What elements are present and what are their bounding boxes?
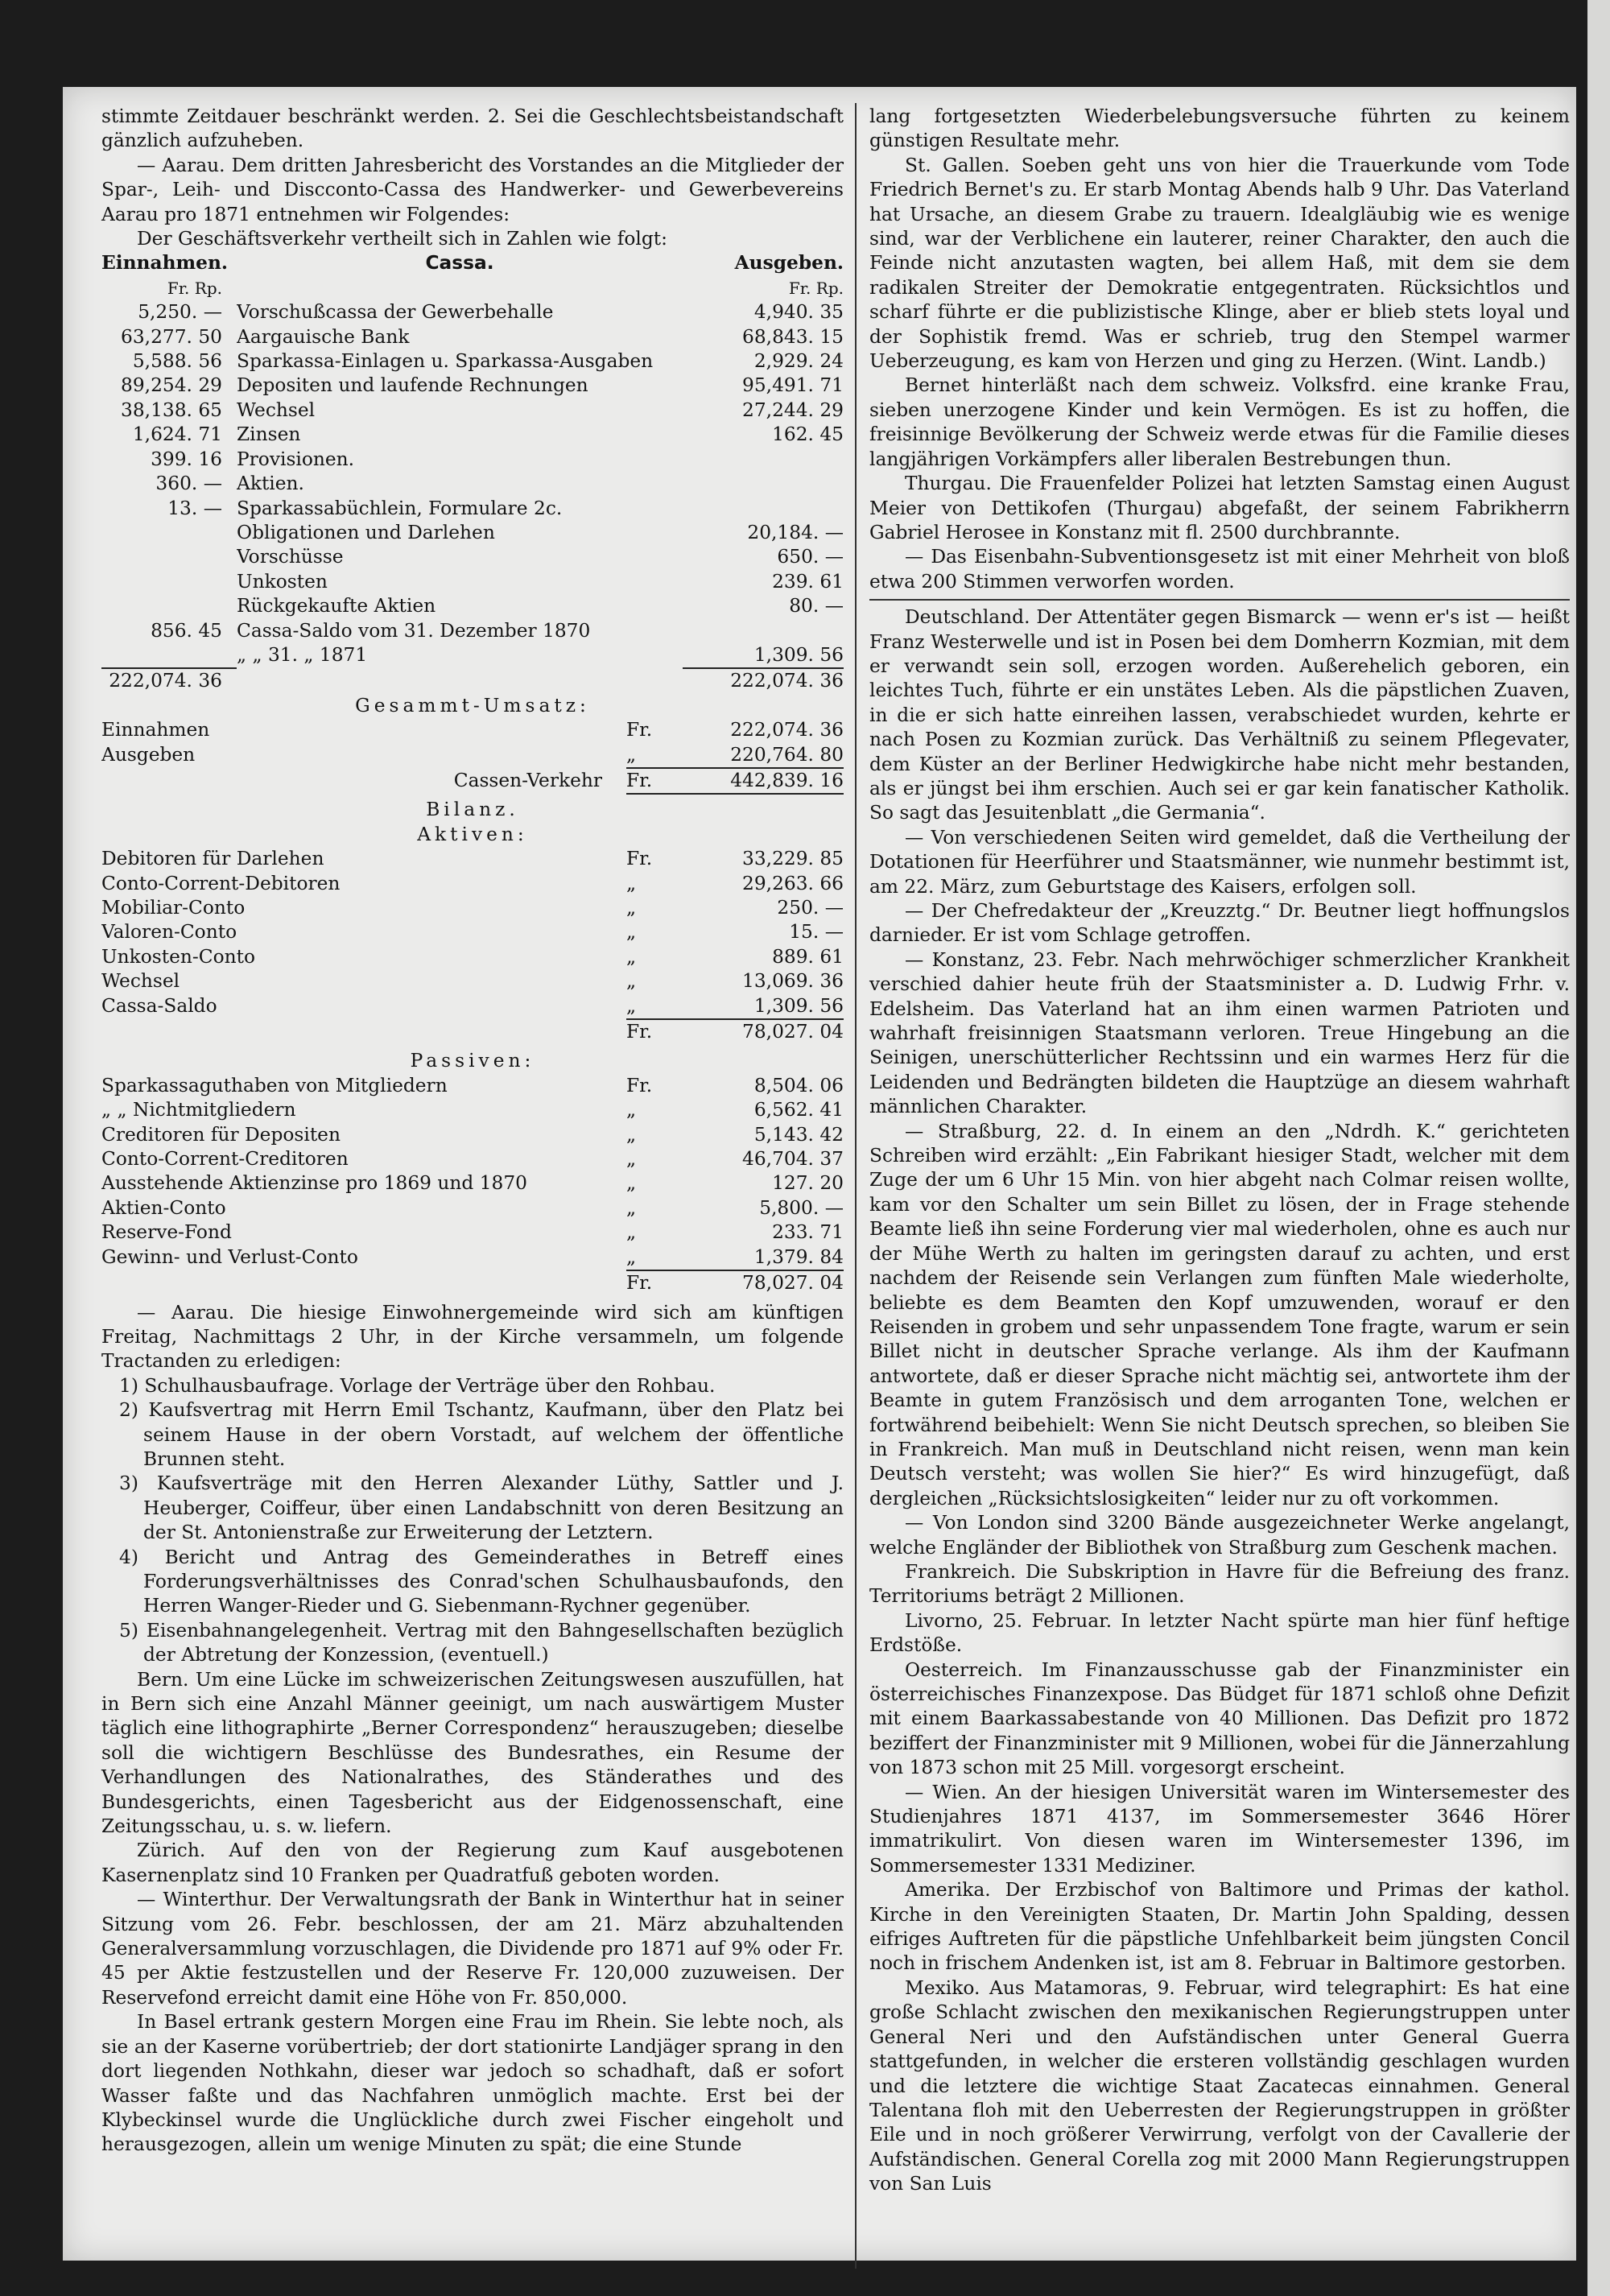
paragraph: — Winterthur. Der Verwaltungsrath der Bank in Winterthur hat in seiner Sitzung vom 26. Febr. beschlossen, der am 21. März abzuhaltenden Generalversammlung vorzuschlagen, die Dividende pro 1871 auf 9% oder Fr. 45 per Aktie festzustellen und der Reserve Fr. 120,000 zuzuweisen. Der Reservefond erreicht damit eine Höhe von Fr. 850,000.	[101, 1889, 844, 2009]
paragraph: Zürich. Auf den von der Regierung zum Kauf ausgebotenen Kasernenplatz sind 10 Franken per Quadratfuß geboten worden.	[101, 1840, 844, 1886]
header-cassa: Cassa.	[425, 252, 494, 275]
table-row	[101, 472, 844, 496]
aktiven-total-row	[101, 1018, 844, 1044]
amount-cell: 33,229. 85	[742, 848, 844, 870]
ausgeben-cell: 239. 61	[772, 570, 844, 593]
item-label: Unkosten-Conto	[101, 945, 256, 968]
einnahmen-cell: 1,624. 71	[132, 423, 222, 446]
passiven-title: Passiven:	[410, 1050, 535, 1072]
einnahmen-cell: 38,138. 65	[121, 398, 222, 421]
unit-label: Fr. Rp.	[167, 278, 222, 298]
list-item: 2) Kaufsvertrag mit Herrn Emil Tschantz, Kaufmann, über den Platz bei seinem Hause in der obern Vorstadt, auf welchem der öffentliche Brunnen steht.	[119, 1399, 844, 1470]
einnahmen-cell: 5,250. —	[138, 301, 222, 324]
newspaper-page	[63, 87, 1576, 2261]
column-divider	[855, 103, 857, 2269]
header-ausgeben: Ausgeben.	[734, 252, 844, 275]
paragraph: — Wien. An der hiesigen Universität waren im Wintersemester des Studienjahres 1871 4137, im Sommersemester 3646 Hörer immatrikulirt. Von diesen waren im Wintersemester 1396, im Sommersemester 1331 Mediziner.	[869, 1781, 1570, 1877]
amount-cell: 46,704. 37	[742, 1148, 844, 1171]
tractanden-list	[101, 1374, 844, 1668]
amount-cell: 1,309. 56	[753, 994, 844, 1017]
einnahmen-cell: 856. 45	[151, 619, 222, 642]
paragraph: — Das Eisenbahn-Subventionsgesetz ist mit einer Mehrheit von bloß etwa 200 Stimmen verworfen worden.	[869, 546, 1570, 593]
paragraph: — Konstanz, 23. Febr. Nach mehrwöchiger schmerzlicher Krankheit verschied dahier heute früh der Staatsminister a. D. Ludwig Frhr. v. Edelsheim. Das Vaterland hat an ihm einen warmen Patrioten und wahrhaft freisinnigen Staatsmann verloren. Treue Hingebung an die Seinigen, unerschütterlicher Rechtssinn und ein warmes Herz für die Leidenden und Bedrängten bildeten die Hauptzüge an diesem wahrhaft männlichen Charakter.	[869, 948, 1570, 1118]
table-row	[101, 1245, 844, 1270]
table-row	[101, 423, 844, 447]
umsatz-total-amount: 442,839. 16	[683, 767, 844, 795]
cassa-rows	[101, 300, 844, 667]
item-label: Unkosten	[237, 570, 328, 593]
paragraph: Amerika. Der Erzbischof von Baltimore und Primas der kathol. Kirche in den Vereinigten Staaten, Dr. Martin John Spalding, dessen eifriges Auftreten für die päpstliche Unfehlbarkeit beim jüngsten Concil noch in frischem Andenken ist, ist am 8. Februar in Baltimore gestorben.	[869, 1879, 1570, 1975]
cassa-total-row	[101, 667, 844, 693]
amount-cell: 15. —	[789, 921, 844, 944]
amount-cell: 5,143. 42	[753, 1123, 844, 1146]
paragraph: Bernet hinterläßt nach dem schweiz. Volksfrd. eine kranke Frau, sieben unerzogene Kinder und kein Vermögen. Es ist zu hoffen, die freisinnige Bevölkerung der Schweiz werde etwas für die Familie dieses langjährigen Vorkämpfers aller liberalen Bestrebungen thun.	[869, 374, 1570, 470]
table-row	[101, 1147, 844, 1171]
item-label: Ausstehende Aktienzinse pro 1869 und 1870	[101, 1172, 528, 1195]
ausgeben-cell: 27,244. 29	[742, 398, 844, 421]
currency: „	[626, 1099, 637, 1121]
item-label: Aargauische Bank	[237, 325, 410, 348]
currency: „	[626, 1196, 637, 1219]
paragraph: — Aarau. Die hiesige Einwohnergemeinde wird sich am künftigen Freitag, Nachmittags 2 Uhr, in der Kirche versammeln, um folgende Tractanden zu erledigen:	[101, 1301, 844, 1373]
item-label: Mobiliar-Conto	[101, 897, 246, 919]
table-row	[101, 872, 844, 896]
amount-cell: 29,263. 66	[742, 872, 844, 894]
einnahmen-cell: 63,277. 50	[121, 325, 222, 348]
currency: „	[626, 994, 637, 1017]
item-label: Einnahmen	[101, 719, 210, 741]
item-label: Wechsel	[101, 970, 180, 993]
currency: Fr.	[626, 1074, 653, 1096]
header-einnahmen: Einnahmen.	[101, 252, 229, 275]
item-label: Aktien.	[237, 473, 304, 495]
item-label: „ „ Nichtmitgliedern	[101, 1099, 296, 1121]
item-label: Obligationen und Darlehen	[237, 521, 495, 543]
table-row	[101, 920, 844, 944]
table-row	[101, 349, 844, 374]
aktiven-rows	[101, 847, 844, 1018]
item-label: Sparkassabüchlein, Formulare 2c.	[237, 497, 563, 519]
currency: Fr.	[626, 848, 653, 870]
einnahmen-cell: 399. 16	[151, 448, 222, 470]
item-label: Conto-Corrent-Debitoren	[101, 872, 341, 894]
ausgeben-cell: 2,929. 24	[753, 350, 844, 373]
item-label: Wechsel	[237, 398, 316, 421]
paragraph: In Basel ertrank gestern Morgen eine Frau im Rhein. Sie lebte noch, als sie an der Kaserne vorübertrieb; der dort stationirte Landjäger sprang in den dort liegenden Nothkahn, dieser war jedoch so schadhaft, daß er sofort Wasser faßte und das Nachfahren unmöglich machte. Erst bei der Klybeckinsel wurde die Unglückliche durch zwei Fischer eingeholt und herausgezogen, allein um wenige Minuten zu spät; die eine Stunde	[101, 2011, 844, 2156]
umsatz-total-label: Cassen-Verkehr	[453, 769, 602, 791]
table-row	[101, 1220, 844, 1245]
table-row	[101, 619, 844, 643]
currency: „	[626, 897, 637, 919]
list-item: 5) Eisenbahnangelegenheit. Vertrag mit den Bahngesellschaften bezüglich der Abtretung der Konzession, (eventuell.)	[119, 1619, 844, 1666]
item-label: Vorschußcassa der Gewerbehalle	[237, 301, 554, 324]
currency: Fr.	[626, 1270, 683, 1295]
table-row	[101, 718, 844, 742]
table-row	[101, 570, 844, 594]
paragraph: — Von London sind 3200 Bände ausgezeichneter Werke angelangt, welche Engländer der Bibliothek von Straßburg zum Geschenk machen.	[869, 1512, 1570, 1559]
amount-cell: 127. 20	[772, 1172, 844, 1195]
amount-cell: 220,764. 80	[730, 743, 844, 766]
currency: „	[626, 1221, 637, 1244]
list-item: 4) Bericht und Antrag des Gemeinderathes in Betreff eines Forderungsverhältnisses des Conrad'schen Schulhausbaufonds, den Herren Wanger-Rieder und G. Siebenmann-Rychner gegenüber.	[119, 1546, 844, 1617]
ausgeben-cell: 650. —	[777, 546, 844, 568]
ausgeben-cell: 68,843. 15	[742, 325, 844, 348]
table-row	[101, 300, 844, 324]
item-label: Sparkassaguthaben von Mitgliedern	[101, 1074, 448, 1096]
table-row	[101, 374, 844, 398]
currency: „	[626, 1245, 637, 1268]
table-row	[101, 594, 844, 618]
amount-cell: 6,562. 41	[753, 1099, 844, 1121]
paragraph: Thurgau. Die Frauenfelder Polizei hat letzten Samstag einen August Meier von Dettikofen (Thurgau) abgefaßt, der seinem Fabrikherrn Gabriel Herosee in Konstanz mit fl. 2500 durchbrannte.	[869, 473, 1570, 543]
item-label: Provisionen.	[237, 448, 355, 470]
einnahmen-cell: 89,254. 29	[121, 374, 222, 397]
einnahmen-cell: 13. —	[167, 497, 222, 519]
item-label: Cassa-Saldo vom 31. Dezember 1870	[237, 619, 591, 642]
table-row	[101, 448, 844, 472]
amount-cell: 250. —	[777, 897, 844, 919]
amount-cell: 222,074. 36	[730, 719, 844, 741]
einnahmen-cell: 5,588. 56	[132, 350, 222, 373]
currency: „	[626, 921, 637, 944]
table-row	[101, 1171, 844, 1195]
table-row	[101, 994, 844, 1018]
paragraph: — Aarau. Dem dritten Jahresbericht des Vorstandes an die Mitglieder der Spar-, Leih- und Discconto-Cassa des Handwerker- und Gewerbevereins Aarau pro 1871 entnehmen wir Folgendes:	[101, 154, 844, 225]
bilanz-title: Bilanz.	[426, 799, 519, 821]
paragraph: Bern. Um eine Lücke im schweizerischen Zeitungswesen auszufüllen, hat in Bern sich eine Anzahl Männer geeinigt, um nach auswärtigem Muster täglich eine lithographirte „Berner Correspondenz“ herauszugeben; dieselbe soll die wichtigern Beschlüsse des Bundesrathes, ein Resume der Verhandlungen des Nationalrathes, des Ständerathes und des Bundesgerichts, einen Tagesbericht aus der Eidgenossenschaft, eine Zeitungsschau, u. s. w. liefern.	[101, 1668, 844, 1838]
item-label: „ „ 31. „ 1871	[237, 643, 368, 666]
amount-cell: 13,069. 36	[742, 970, 844, 993]
table-row	[101, 847, 844, 871]
item-label: Valoren-Conto	[101, 921, 237, 944]
paragraph: Frankreich. Die Subskription in Havre für die Befreiung des franz. Territoriums beträgt 2 Millionen.	[869, 1560, 1570, 1608]
currency: „	[626, 1172, 637, 1195]
umsatz-title: Gesammt-Umsatz:	[355, 694, 590, 716]
amount-cell: 8,504. 06	[753, 1074, 844, 1096]
paragraph: lang fortgesetzten Wiederbelebungsversuche führten zu keinem günstigen Resultate mehr.	[869, 105, 1570, 152]
section-divider	[869, 599, 1570, 601]
list-item: 1) Schulhausbaufrage. Vorlage der Verträge über den Rohbau.	[119, 1374, 716, 1397]
item-label: Sparkassa-Einlagen u. Sparkassa-Ausgaben	[237, 350, 654, 373]
scan-edge	[1587, 0, 1610, 2296]
amount-cell: 1,379. 84	[753, 1245, 844, 1268]
table-row	[101, 1196, 844, 1220]
table-row	[101, 945, 844, 969]
item-label: Creditoren für Depositen	[101, 1123, 341, 1146]
table-row	[101, 497, 844, 521]
table-row	[101, 521, 844, 545]
item-label: Cassa-Saldo	[101, 994, 217, 1017]
paragraph: stimmte Zeitdauer beschränkt werden. 2. Sei die Geschlechtsbeistandschaft gänzlich aufzuheben.	[101, 105, 844, 152]
item-label: Debitoren für Darlehen	[101, 848, 324, 870]
item-label: Rückgekaufte Aktien	[237, 595, 436, 617]
paragraph: Mexiko. Aus Matamoras, 9. Februar, wird telegraphirt: Es hat eine große Schlacht zwischen den mexikanischen Regierungstruppen unter General Neri und den Aufständischen unter General Guerra stattgefunden, in welcher die ersteren vollständig geschlagen wurden und die letztere die wichtige Staat Zacatecas einnahmen. General Talentana floh mit den Ueberresten der Regierungstruppen in größter Eile und in noch größerer Verwirrung, verfolgt von der Cavallerie der Aufständischen. General Corella zog mit 2000 Mann Regierungstruppen von San Luis	[869, 1976, 1570, 2195]
item-label: Vorschüsse	[237, 546, 344, 568]
passiven-rows	[101, 1074, 844, 1270]
paragraph: — Von verschiedenen Seiten wird gemeldet, daß die Vertheilung der Dotationen für Heerführer und Staatsmänner, wie nunmehr bestimmt ist, am 22. März, zum Geburtstage des Kaisers, erfolgen soll.	[869, 826, 1570, 898]
currency: Fr.	[626, 1018, 683, 1044]
cassa-table	[101, 251, 844, 693]
item-label: Zinsen	[237, 423, 301, 446]
cassa-units	[101, 276, 844, 300]
table-row	[101, 545, 844, 569]
paragraph: Deutschland. Der Attentäter gegen Bismarck — wenn er's ist — heißt Franz Westerwelle und ist in Posen bei dem Domherrn Kozmian, mit dem er verwandt sein soll, erzogen worden. Außerehelich geboren, ein leichtes Tuch, führte er ein unstätes Leben. Als die päpstlichen Zuaven, in die er sich hatte einreihen lassen, verabschiedet wurden, kehrte er nach Posen zu Kozmian zurück. Das Verhältniß zu seinem Pflegevater, dem Küster an der Berliner Hedwigkirche habe nicht mehr bestanden, als er jüngst bei ihm erschien. Auch sei er gar kein fanatischer Katholik. So sagt das Jesuitenblatt „die Germania“.	[869, 606, 1570, 824]
umsatz-total-row	[101, 767, 844, 795]
umsatz-rows	[101, 718, 844, 767]
item-label: Aktien-Conto	[101, 1196, 226, 1219]
currency: „	[626, 1123, 637, 1146]
total-ausgeben: 222,074. 36	[683, 667, 844, 693]
table-row	[101, 1074, 844, 1098]
table-row	[101, 896, 844, 920]
item-label: Depositen und laufende Rechnungen	[237, 374, 588, 397]
ausgeben-cell: 20,184. —	[747, 521, 844, 543]
table-row	[101, 643, 844, 667]
table-row	[101, 1098, 844, 1122]
currency: „	[626, 743, 637, 766]
table-row	[101, 325, 844, 349]
ausgeben-cell: 95,491. 71	[742, 374, 844, 397]
cassa-header	[101, 251, 844, 275]
currency: Fr.	[626, 767, 683, 795]
aktiven-total: 78,027. 04	[683, 1018, 844, 1044]
ausgeben-cell: 80. —	[789, 595, 844, 617]
item-label: Reserve-Fond	[101, 1221, 232, 1244]
item-label: Conto-Corrent-Creditoren	[101, 1148, 349, 1171]
ausgeben-cell: 162. 45	[772, 423, 844, 446]
currency: „	[626, 970, 637, 993]
ausgeben-cell: 1,309. 56	[753, 643, 844, 666]
einnahmen-cell: 360. —	[155, 473, 222, 495]
paragraph: — Der Chefredakteur der „Kreuzztg.“ Dr. Beutner liegt hoffnungslos darnieder. Er ist vom Schlage getroffen.	[869, 900, 1570, 947]
currency: „	[626, 872, 637, 894]
left-column	[101, 105, 844, 2158]
right-column	[869, 105, 1570, 2197]
passiven-total: 78,027. 04	[683, 1270, 844, 1295]
item-label: Gewinn- und Verlust-Conto	[101, 1245, 358, 1268]
paragraph: Oesterreich. Im Finanzausschusse gab der Finanzminister ein österreichisches Finanzexpose. Das Büdget für 1871 schloß ohne Defizit mit einem Baarkassabestande von 40 Millionen. Das Defizit pro 1872 beziffert der Finanzminister mit 9 Millionen, wobei für die Jännerzahlung von 1873 schon mit 25 Mill. vorgesorgt erscheint.	[869, 1658, 1570, 1779]
table-row	[101, 1123, 844, 1147]
currency: „	[626, 1148, 637, 1171]
paragraph: Der Geschäftsverkehr vertheilt sich in Zahlen wie folgt:	[137, 228, 667, 250]
list-item: 3) Kaufsverträge mit den Herren Alexander Lüthy, Sattler und J. Heuberger, Coiffeur, über einen Landabschnitt von deren Besitzung an der St. Antonienstraße zur Erweiterung der Letztern.	[119, 1472, 844, 1544]
unit-label: Fr. Rp.	[788, 278, 844, 298]
table-row	[101, 743, 844, 767]
table-row	[101, 398, 844, 423]
paragraph: Livorno, 25. Februar. In letzter Nacht spürte man hier fünf heftige Erdstöße.	[869, 1609, 1570, 1657]
aktiven-title: Aktiven:	[417, 823, 528, 845]
amount-cell: 233. 71	[772, 1221, 844, 1244]
currency: „	[626, 945, 637, 968]
paragraph: St. Gallen. Soeben geht uns von hier die Trauerkunde vom Tode Friedrich Bernet's zu. Er starb Montag Abends halb 9 Uhr. Das Vaterland hat Ursache, an diesem Grabe zu trauern. Idealgläubig wie es wenige sind, war der Verblichene ein lauterer, reiner Charakter, den auch die Feinde nicht anzutasten wagten, bei allem Haß, mit dem sie dem radikalen Streiter der Demokratie entgegentraten. Rücksichtlos und scharf führte er die publizistische Klinge, aber er blieb stets loyal und der Sophistik fremd. Was er schrieb, trug den Stempel warmer Ueberzeugung, es kam von Herzen und ging zu Herzen. (Wint. Landb.)	[869, 154, 1570, 373]
currency: Fr.	[626, 719, 653, 741]
table-row	[101, 969, 844, 993]
passiven-total-row	[101, 1270, 844, 1295]
amount-cell: 5,800. —	[759, 1196, 844, 1219]
item-label: Ausgeben	[101, 743, 196, 766]
amount-cell: 889. 61	[772, 945, 844, 968]
ausgeben-cell: 4,940. 35	[753, 301, 844, 324]
total-einnahmen: 222,074. 36	[101, 667, 237, 693]
paragraph: — Straßburg, 22. d. In einem an den „Ndrdh. K.“ gerichteten Schreiben wird erzählt: „Ein Fabrikant hiesiger Stadt, welcher mit dem Zuge der um 6 Uhr 15 Min. von hier abgeht nach Colmar reisen wollte, kam vor den Schalter um sein Billet zu lösen, der in Frage stehende Beamte ließ ihn seine Forderung vier mal wiederholen, ohne es auch nur der Mühe Werth zu halten im geringsten darauf zu achten, und erst nachdem der Reisende sein Verlangen zum fünften Male wiederholte, beliebte es dem Beamten den Kopf umzuwenden, worauf er den Reisenden in grobem und sehr unpassendem Tone fragte, warum er sein Billet nicht in deutscher Sprache verlange. Als ihm der Kaufmann antwortete, daß er dieser Sprache nicht mächtig sei, antwortete ihm der Beamte in gutem Französisch und dem arroganten Tone, welchen er fortwährend beibehielt: Wenn Sie nicht Deutsch sprechen, so bleiben Sie in Frankreich. Man muß in Deutschland nicht reisen, wenn man kein Deutsch versteht; was wollen Sie hier?“ Es wird hinzugefügt, daß dergleichen „Rücksichtslosigkeiten“ leider nur zu oft vorkommen.	[869, 1120, 1570, 1509]
